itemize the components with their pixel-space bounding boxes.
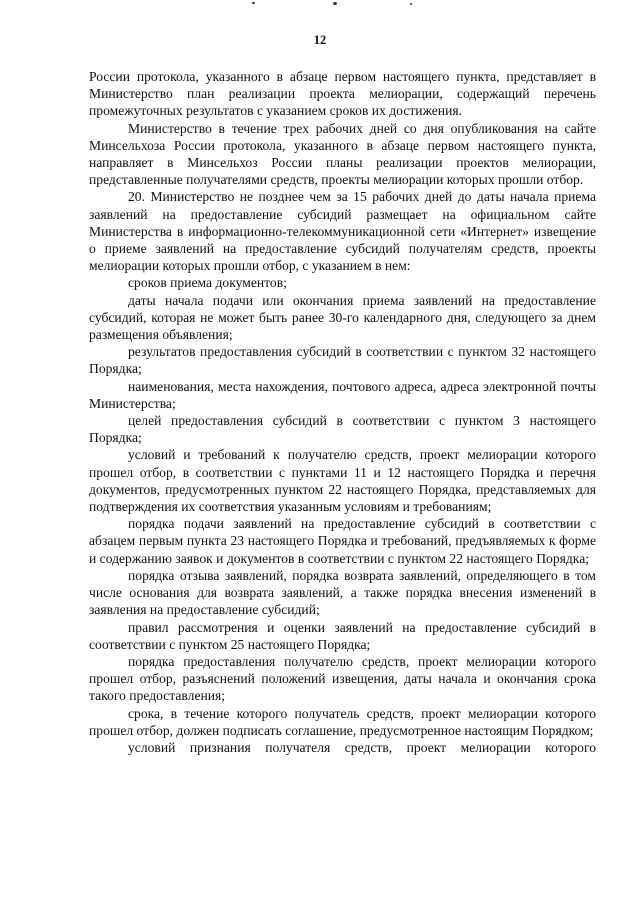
list-item: сроков приема документов; bbox=[128, 275, 287, 291]
list-item: даты начала подачи или окончания приема заявлений на предоставление субсидий, которая не может быть ранее 30-го календарного дня, следующего за днем размещения объявления; bbox=[89, 292, 596, 343]
scan-speck bbox=[410, 3, 412, 5]
list-item: порядка подачи заявлений на предоставление субсидий в соответствии с абзацем первым пункта 23 настоящего Порядка и требований, предъявляемых к форме и содержанию заявок и документов в соответствии с пунктом 22 настоящего Порядка; bbox=[89, 516, 596, 566]
paragraph: Министерство в течение трех рабочих дней со дня опубликования на сайте Минсельхоза России протокола, указанного в абзаце первом настоящего пункта, направляет в Минсельхоз России планы реализации проектов мелиорации, представленные получателями средств, проекты мелиорации которых прошли отбор. bbox=[89, 120, 596, 188]
list-item: срока, в течение которого получатель средств, проект мелиорации которого прошел отбор, должен подписать соглашение, предусмотренное настоящим Порядком; bbox=[89, 705, 596, 738]
list-item: правил рассмотрения и оценки заявлений на предоставление субсидий в соответствии с пунктом 25 настоящего Порядка; bbox=[89, 619, 596, 652]
scan-speck bbox=[252, 2, 255, 4]
document-body bbox=[89, 68, 596, 756]
list-item: результатов предоставления субсидий в соответствии с пунктом 32 настоящего Порядка; bbox=[89, 344, 596, 377]
list-item: порядка отзыва заявлений, порядка возврата заявлений, определяющего в том числе основания для возврата заявлений, а также порядка внесения изменений в заявления на предоставление субсидий; bbox=[89, 567, 596, 618]
paragraph-continuation: России протокола, указанного в абзаце первом настоящего пункта, представляет в Министерство план реализации проекта мелиорации, содержащий перечень промежуточных результатов с указанием сроков их достижения. bbox=[89, 69, 596, 119]
list-item: условий и требований к получателю средств, проект мелиорации которого прошел отбор, в соответствии с пунктами 11 и 12 настоящего Порядка и перечня документов, предусмотренных пунктом 22 настоящего Порядка, представляемых для подтверждения их соответствия указанным условиям и требованиям; bbox=[89, 447, 596, 515]
list-item-truncated: условий признания получателя средств, проект мелиорации которого bbox=[128, 739, 596, 755]
page-number: 12 bbox=[313, 33, 327, 47]
list-item: наименования, места нахождения, почтового адреса, адреса электронной почты Министерства; bbox=[89, 378, 596, 411]
list-item: целей предоставления субсидий в соответствии с пунктом 3 настоящего Порядка; bbox=[89, 413, 596, 446]
paragraph-item-20: 20. Министерство не позднее чем за 15 рабочих дней до даты начала приема заявлений на предоставление субсидий размещает на официальном сайте Министерства в информационно-телекоммуникационной сети «Интернет» извещение о приеме заявлений на предоставление субсидий получателям средств, проекты мелиорации которых прошли отбор, с указанием в нем: bbox=[89, 189, 596, 274]
list-item: порядка предоставления получателю средств, проект мелиорации которого прошел отбор, разъяснений положений извещения, даты начала и окончания срока такого предоставления; bbox=[89, 653, 596, 704]
scan-speck bbox=[333, 2, 337, 5]
